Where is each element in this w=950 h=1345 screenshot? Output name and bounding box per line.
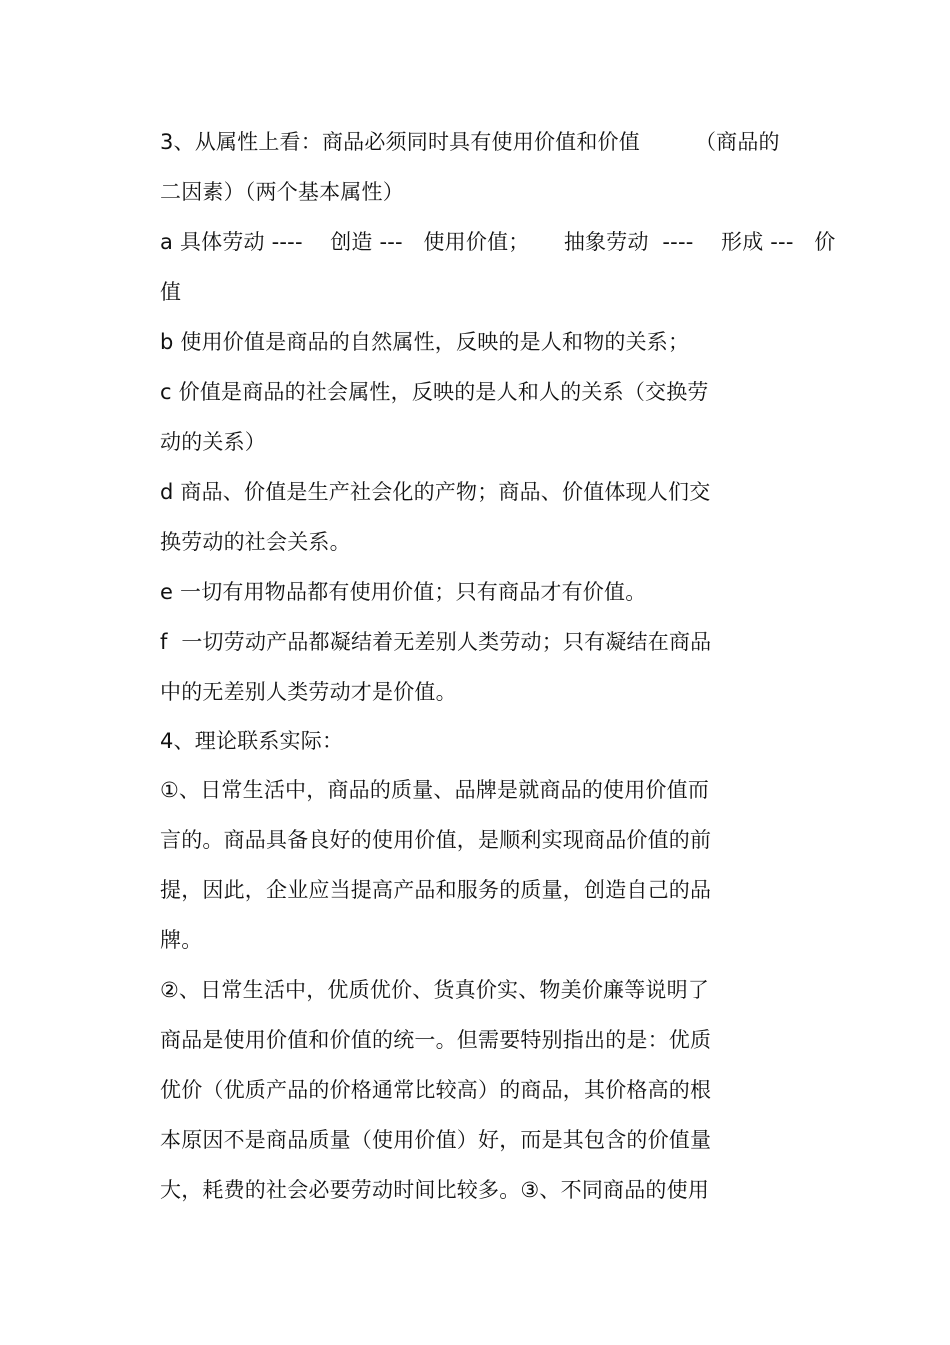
text-line: 大，耗费的社会必要劳动时间比较多。③、不同商品的使用 — [160, 1178, 710, 1202]
text-line: a 具体劳动 ---- 创造 --- 使用价值； 抽象劳动 ---- 形成 --- 价 — [160, 230, 836, 254]
text-line: e 一切有用物品都有使用价值；只有商品才有价值。 — [160, 580, 647, 604]
text-line: 中的无差别人类劳动才是价值。 — [160, 680, 457, 704]
text-line: 动的关系） — [160, 430, 266, 454]
text-line: 言的。商品具备良好的使用价值，是顺利实现商品价值的前 — [160, 828, 712, 852]
text-line: 优价（优质产品的价格通常比较高）的商品，其价格高的根 — [160, 1078, 712, 1102]
text-line: 牌。 — [160, 928, 203, 952]
text-line: 值 — [160, 280, 182, 304]
text-line: ②、日常生活中，优质优价、货真价实、物美价廉等说明了 — [160, 978, 710, 1002]
text-line: 本原因不是商品质量（使用价值）好，而是其包含的价值量 — [160, 1128, 712, 1152]
text-line: 换劳动的社会关系。 — [160, 530, 351, 554]
text-line: 提，因此，企业应当提高产品和服务的质量，创造自己的品 — [160, 878, 712, 902]
text-line: 4、理论联系实际： — [160, 729, 344, 753]
text-line: 3、从属性上看：商品必须同时具有使用价值和价值 （商品的 — [160, 130, 780, 154]
text-line: f 一切劳动产品都凝结着无差别人类劳动；只有凝结在商品 — [160, 630, 712, 654]
text-line: 二因素）（两个基本属性） — [160, 180, 404, 204]
text-line: d 商品、价值是生产社会化的产物；商品、价值体现人们交 — [160, 480, 711, 504]
text-line: ①、日常生活中，商品的质量、品牌是就商品的使用价值而 — [160, 778, 710, 802]
text-line: 商品是使用价值和价值的统一。但需要特别指出的是：优质 — [160, 1028, 712, 1052]
text-line: c 价值是商品的社会属性，反映的是人和人的关系（交换劳 — [160, 380, 709, 404]
text-line: b 使用价值是商品的自然属性，反映的是人和物的关系； — [160, 330, 690, 354]
